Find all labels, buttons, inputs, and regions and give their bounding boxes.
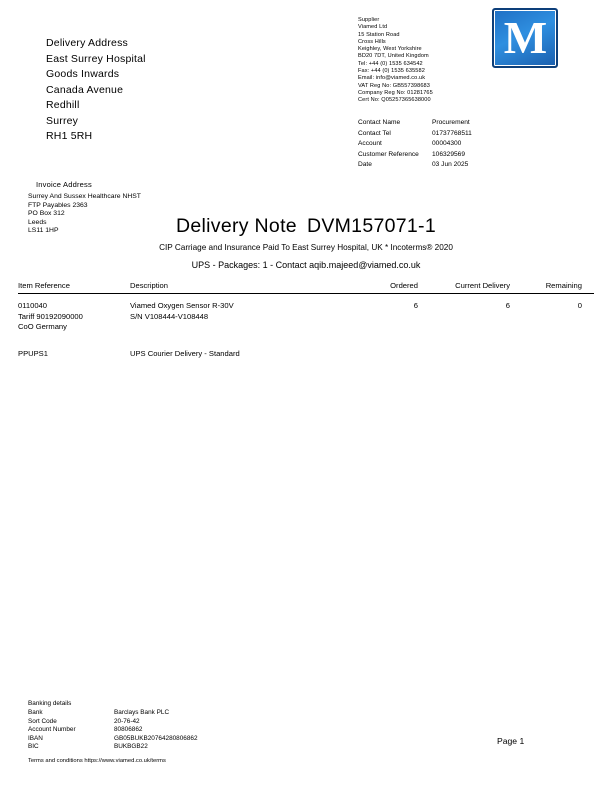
contact-label: Contact Name [358,119,401,126]
banking-title: Banking details [28,700,72,707]
document-number: DVM157071-1 [306,215,436,237]
contact-value: 00004300 [432,140,462,148]
contact-row [358,150,558,161]
cell-reference [18,301,130,333]
cell-description [130,349,352,360]
page-number: Page 1 [497,736,525,746]
shipping-line: UPS - Packages: 1 - Contact aqib.majeed@viamed.co.uk [191,260,421,270]
cell-ordered: 6 [413,301,418,310]
banking-value: BUKBGB22 [114,743,148,751]
supplier-line: Fax: +44 (0) 1535 635582 [358,68,425,75]
contact-row [358,129,558,140]
contact-row [358,118,558,129]
cell-ordered [352,349,418,360]
items-table [18,281,594,359]
item-reference: 0110040 [18,301,47,310]
column-header-ordered: Ordered [390,281,418,290]
supplier-line: 15 Station Road [358,31,400,38]
banking-row [28,709,198,717]
contact-label: Account [358,140,382,148]
viamed-logo [492,8,558,68]
supplier-line: Company Reg No: 01281765 [358,89,433,96]
cell-remaining: 0 [577,301,582,310]
document-type: Delivery Note [176,215,297,237]
banking-value: GB05BUKB20764280806862 [114,734,198,742]
banking-value: 80806862 [114,726,143,734]
supplier-line: Cross Hills [358,38,386,45]
contact-label: Customer Reference [358,150,419,158]
invoice-address-title: Invoice Address [36,180,92,189]
items-table-header [18,281,594,293]
banking-value: 20-76-42 [114,717,140,725]
delivery-address-line: Goods Inwards [46,68,120,80]
banking-label: Sort Code [28,717,57,725]
contact-row [358,139,558,150]
item-description: Viamed Oxygen Sensor R-30V [130,301,234,310]
delivery-address-block [46,36,146,145]
contact-value: 03 Jun 2025 [432,161,469,169]
table-row [18,333,594,360]
supplier-line: BD20 7DT, United Kingdom [358,53,429,60]
supplier-line: Cert No: Q05257365638000 [358,97,431,104]
contact-label: Date [358,161,372,169]
banking-label: Bank [28,709,43,717]
delivery-address-line: East Surrey Hospital [46,52,146,65]
banking-row [28,726,198,734]
page-title [0,215,612,238]
supplier-line: Keighley, West Yorkshire [358,46,422,53]
delivery-address-line: Redhill [46,99,80,111]
banking-details [28,700,198,766]
invoice-address-line: LS11 1HP [28,227,59,235]
cell-reference [18,349,130,360]
column-header-remaining: Remaining [545,281,582,290]
delivery-address-line: Delivery Address [46,37,128,49]
banking-label: Account Number [28,726,76,734]
supplier-line: Viamed Ltd [358,24,388,31]
contact-details-table [358,118,558,171]
contact-row [358,160,558,171]
invoice-address-line: Surrey And Sussex Healthcare NHST [28,193,141,200]
column-header-current-delivery: Current Delivery [455,281,510,290]
item-description: UPS Courier Delivery - Standard [130,348,240,358]
cell-current-delivery: 6 [505,301,510,310]
supplier-line: Supplier [358,17,380,23]
incoterms-line: CIP Carriage and Insurance Paid To East Surrey Hospital, UK * Incoterms® 2020 [159,243,453,252]
supplier-line: VAT Reg No: GB557398683 [358,82,430,89]
banking-label: BIC [28,743,39,751]
contact-value: 01737768511 [432,129,472,137]
column-header-description: Description [130,281,168,290]
invoice-address-line: PO Box 312 [28,210,65,218]
supplier-line: Email: info@viamed.co.uk [358,75,426,82]
invoice-address-line: Leeds [28,218,47,226]
delivery-address-line: RH1 5RH [46,130,93,142]
supplier-line: Tel: +44 (0) 1535 634542 [358,60,423,67]
banking-label: IBAN [28,734,43,742]
invoice-address-line: FTP Payables 2363 [28,201,88,209]
item-serial-numbers: S/N V108444-V108448 [130,311,209,321]
banking-row [28,743,198,751]
banking-row [28,735,198,743]
supplier-block [358,17,433,105]
contact-label: Contact Tel [358,129,391,137]
logo-letter: M [503,12,547,63]
contact-value: Procurement [432,119,470,126]
cell-remaining [510,349,582,360]
banking-value: Barclays Bank PLC [114,709,170,717]
terms-and-conditions-link[interactable]: Terms and conditions https://www.viamed.co.uk/terms [28,758,166,765]
item-country-of-origin: CoO Germany [18,322,67,331]
item-tariff: Tariff 90192090000 [18,311,83,321]
column-header-reference: Item Reference [18,281,70,290]
cell-current-delivery [418,349,510,360]
table-row [18,294,594,333]
delivery-address-line: Surrey [46,114,79,127]
cell-description [130,301,352,333]
item-reference: PPUPS1 [18,348,48,358]
contact-value: 106329569 [432,150,466,158]
banking-row [28,718,198,726]
delivery-address-line: Canada Avenue [46,83,124,96]
